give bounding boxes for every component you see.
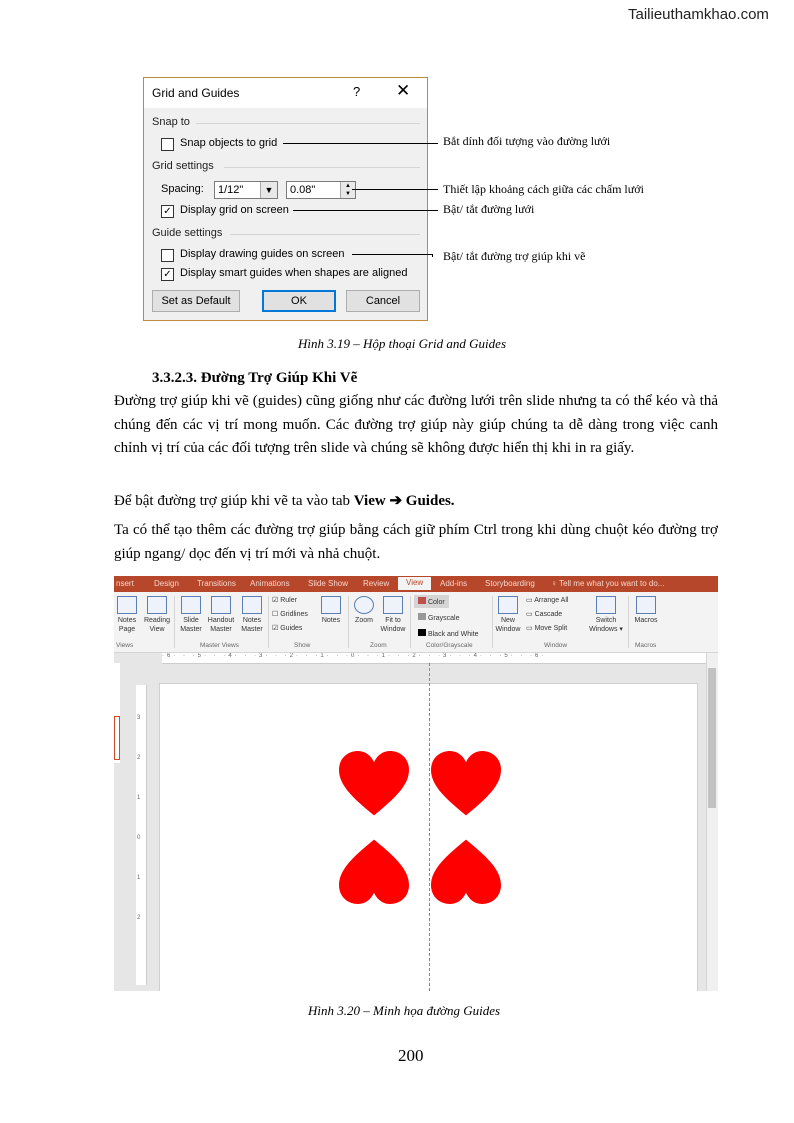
- paragraph: [114, 490, 718, 514]
- annotation-guides: Bật/ tắt đường trợ giúp khi vẽ: [443, 249, 586, 263]
- button-label: Master: [210, 626, 232, 633]
- section-heading: 3.3.2.3. Đường Trợ Giúp Khi Vẽ: [152, 370, 358, 386]
- tab-transitions[interactable]: Transitions: [197, 579, 236, 588]
- divider: [224, 167, 420, 168]
- gridlines-checkbox[interactable]: ☐ Gridlines: [272, 611, 308, 618]
- button-label: Color: [427, 599, 445, 606]
- ribbon-view: [114, 592, 718, 653]
- spacing-label: Spacing:: [161, 183, 204, 195]
- slide-master-icon: [181, 596, 201, 614]
- heart-shape-bottom-right[interactable]: [431, 834, 501, 904]
- guides-ref: Guides.: [405, 493, 455, 509]
- display-grid-checkbox[interactable]: ✓: [161, 205, 174, 218]
- button-label: Notes: [117, 617, 137, 624]
- black-white-button[interactable]: [414, 627, 483, 640]
- heart-path: [431, 751, 501, 815]
- divider: [230, 234, 420, 235]
- spacing-select-value: 1/12": [218, 184, 244, 196]
- handout-master-button[interactable]: [205, 596, 237, 634]
- arrow-icon: ➔: [389, 493, 403, 509]
- powerpoint-screenshot: [114, 576, 718, 991]
- tab-animations[interactable]: Animations: [250, 579, 290, 588]
- annotation-line: [283, 143, 438, 144]
- fit-to-window-icon: [383, 596, 403, 614]
- group-color-label: Color/Grayscale: [426, 642, 473, 649]
- cascade-button[interactable]: ▭ Cascade: [526, 611, 563, 618]
- reading-view-button[interactable]: [142, 596, 172, 634]
- button-label: Macros: [634, 617, 658, 624]
- drawing-guides-label: Display drawing guides on screen: [180, 248, 345, 260]
- heart-path: [339, 840, 409, 904]
- grid-and-guides-dialog: [143, 77, 428, 321]
- notes-master-button[interactable]: [238, 596, 266, 634]
- button-label: Move Split: [534, 625, 568, 632]
- ruler-mark: 0: [137, 835, 141, 841]
- paragraph: Ta có thể tạo thêm các đường trợ giúp bằng cách giữ phím Ctrl trong khi dùng chuột kéo đường trợ giúp ngang/ dọc đến vị trí mới và nhả chuột.: [114, 522, 718, 562]
- ruler-mark: 2: [137, 915, 141, 921]
- new-window-icon: [498, 596, 518, 614]
- reading-view-icon: [147, 596, 167, 614]
- smart-guides-checkbox[interactable]: ✓: [161, 268, 174, 281]
- tab-insert[interactable]: nsert: [116, 579, 134, 588]
- vertical-ruler: [136, 685, 147, 985]
- annotation-grid: Bật/ tắt đường lưới: [443, 202, 535, 216]
- button-label: Notes: [242, 617, 262, 624]
- button-label: Slide: [183, 617, 199, 624]
- paragraph-text: Để bật đường trợ giúp khi vẽ ta vào tab: [114, 493, 354, 509]
- button-label: Zoom: [355, 617, 373, 624]
- grid-settings-group-label: Grid settings: [152, 160, 214, 172]
- guide-settings-group-label: Guide settings: [152, 227, 223, 239]
- button-label: Cascade: [534, 611, 563, 618]
- ribbon-tab-bar: [114, 576, 718, 592]
- annotation-line: [293, 210, 438, 211]
- group-master-views-label: Master Views: [200, 642, 239, 649]
- handout-master-icon: [211, 596, 231, 614]
- annotation-spacing: Thiết lập khoảng cách giữa các chấm lưới: [443, 182, 644, 196]
- divider: [174, 596, 175, 648]
- cancel-button[interactable]: Cancel: [346, 290, 420, 312]
- set-as-default-button[interactable]: Set as Default: [152, 290, 240, 312]
- tell-me-search[interactable]: ♀ Tell me what you want to do...: [551, 579, 665, 588]
- group-show-label: Show: [294, 642, 311, 649]
- group-window-label: Window: [544, 642, 568, 649]
- spacing-number-value: 0.08": [290, 184, 316, 196]
- bw-swatch-icon: [418, 629, 426, 636]
- smart-guides-label: Display smart guides when shapes are aligned: [180, 267, 408, 279]
- button-label: Switch: [595, 617, 617, 624]
- snap-to-group-label: Snap to: [152, 116, 190, 128]
- tab-storyboarding[interactable]: Storyboarding: [485, 579, 535, 588]
- zoom-icon: [354, 596, 374, 614]
- annotation-line: [352, 254, 432, 255]
- snap-objects-label: Snap objects to grid: [180, 137, 278, 149]
- ruler-mark: 2: [137, 755, 141, 761]
- button-label: Handout: [207, 617, 235, 624]
- button-label: Reading: [143, 617, 171, 624]
- button-label: Arrange All: [534, 597, 569, 604]
- color-button[interactable]: [414, 595, 449, 608]
- ruler-checkbox[interactable]: ☑ Ruler: [272, 597, 297, 604]
- close-icon[interactable]: ✕: [396, 81, 411, 100]
- paragraph: Đường trợ giúp khi vẽ (guides) cũng giống như các đường lưới trên slide nhưng ta có thể kéo và thả chúng đến các vị trí mong muốn. Các đường trợ giúp này giúp chúng ta dễ dàng trong việc canh chỉnh vị trí của các đối tượng trên slide và chúng sẽ không được hiển thị khi in ra giấy.: [114, 393, 718, 456]
- ruler-mark: 1: [137, 875, 141, 881]
- horizontal-ruler: ·6· · ·5· · ·4· · ·3· · ·2· · ·1· · ·0· · ·1· · ·2· · ·3· · ·4· · ·5· · ·6·: [162, 653, 707, 664]
- notes-page-button[interactable]: [116, 596, 138, 634]
- ok-button[interactable]: OK: [262, 290, 336, 312]
- divider: [410, 596, 411, 648]
- button-label: New: [500, 617, 515, 624]
- ruler-mark: 1: [137, 795, 141, 801]
- annotation-line: [432, 254, 433, 257]
- watermark: Tailieuthamkhao.com: [628, 6, 769, 23]
- arrange-all-button[interactable]: ▭ Arrange All: [526, 597, 569, 604]
- gridlines-label: Gridlines: [280, 611, 308, 618]
- button-label: Black and White: [427, 631, 479, 638]
- color-swatch-icon: [418, 597, 426, 604]
- button-label: Master: [180, 626, 202, 633]
- heart-shape-top-right[interactable]: [431, 751, 501, 821]
- button-label: Window: [495, 626, 521, 633]
- group-zoom-label: Zoom: [370, 642, 387, 649]
- spin-arrows-icon[interactable]: ▲ ▼: [340, 182, 355, 198]
- view-tab-ref: View: [353, 493, 386, 509]
- notes-icon: [321, 596, 341, 614]
- zoom-button[interactable]: [352, 596, 376, 625]
- heart-path: [339, 751, 409, 815]
- new-window-button[interactable]: [494, 596, 522, 634]
- macros-icon: [636, 596, 656, 614]
- ruler-mark: 3: [137, 715, 141, 721]
- notes-master-icon: [242, 596, 262, 614]
- snap-objects-checkbox[interactable]: [161, 138, 174, 151]
- page-number: 200: [398, 1046, 424, 1065]
- grayscale-button[interactable]: [414, 611, 463, 624]
- grayscale-swatch-icon: [418, 613, 426, 620]
- figure-caption: Hình 3.19 – Hộp thoại Grid and Guides: [298, 336, 506, 351]
- spacing-number-input[interactable]: [286, 181, 356, 199]
- annotation-snap: Bắt dính đối tượng vào đường lưới: [443, 134, 611, 148]
- dialog-title: Grid and Guides: [152, 86, 240, 100]
- divider: [348, 596, 349, 648]
- display-grid-label: Display grid on screen: [180, 204, 289, 216]
- heart-shape-bottom-left[interactable]: [339, 834, 409, 904]
- slide-thumbnail[interactable]: [114, 716, 120, 760]
- annotation-line: [352, 189, 438, 190]
- scrollbar-thumb[interactable]: [708, 668, 716, 808]
- notes-page-icon: [117, 596, 137, 614]
- spacing-select[interactable]: [214, 181, 278, 199]
- switch-windows-icon: [596, 596, 616, 614]
- button-label: Windows ▾: [589, 626, 623, 633]
- ruler-label: Ruler: [280, 597, 297, 604]
- tab-review[interactable]: Review: [363, 579, 390, 588]
- figure-caption: Hình 3.20 – Minh họa đường Guides: [308, 1003, 501, 1018]
- group-views-label: Views: [116, 642, 134, 649]
- button-label: Fit to: [385, 617, 401, 624]
- button-label: View: [149, 626, 165, 633]
- divider: [268, 596, 269, 648]
- tab-slide-show[interactable]: Slide Show: [308, 579, 349, 588]
- button-label: Page: [118, 626, 136, 633]
- divider: [628, 596, 629, 648]
- slide-master-button[interactable]: [178, 596, 204, 634]
- group-macros-label: Macros: [635, 642, 657, 649]
- tab-design[interactable]: Design: [154, 579, 179, 588]
- vertical-guide-line[interactable]: [429, 663, 430, 991]
- notes-button[interactable]: [318, 596, 344, 625]
- heart-path: [431, 840, 501, 904]
- move-split-button[interactable]: ▭ Move Split: [526, 625, 568, 632]
- guides-label: Guides: [280, 625, 303, 632]
- fit-to-window-button[interactable]: [378, 596, 408, 634]
- tab-view[interactable]: View: [398, 577, 431, 590]
- heart-shape-top-left[interactable]: [339, 751, 409, 821]
- help-icon[interactable]: ?: [353, 84, 361, 99]
- button-label: Grayscale: [427, 615, 460, 622]
- button-label: Notes: [321, 617, 341, 624]
- macros-button[interactable]: [632, 596, 660, 625]
- button-label: Master: [241, 626, 263, 633]
- switch-windows-button[interactable]: [588, 596, 624, 634]
- chevron-down-icon[interactable]: ▼: [260, 182, 277, 198]
- button-label: Window: [380, 626, 406, 633]
- divider: [196, 123, 420, 124]
- drawing-guides-checkbox[interactable]: [161, 249, 174, 262]
- divider: [492, 596, 493, 648]
- tab-add-ins[interactable]: Add-ins: [440, 579, 468, 588]
- guides-checkbox[interactable]: ☑ Guides: [272, 625, 303, 632]
